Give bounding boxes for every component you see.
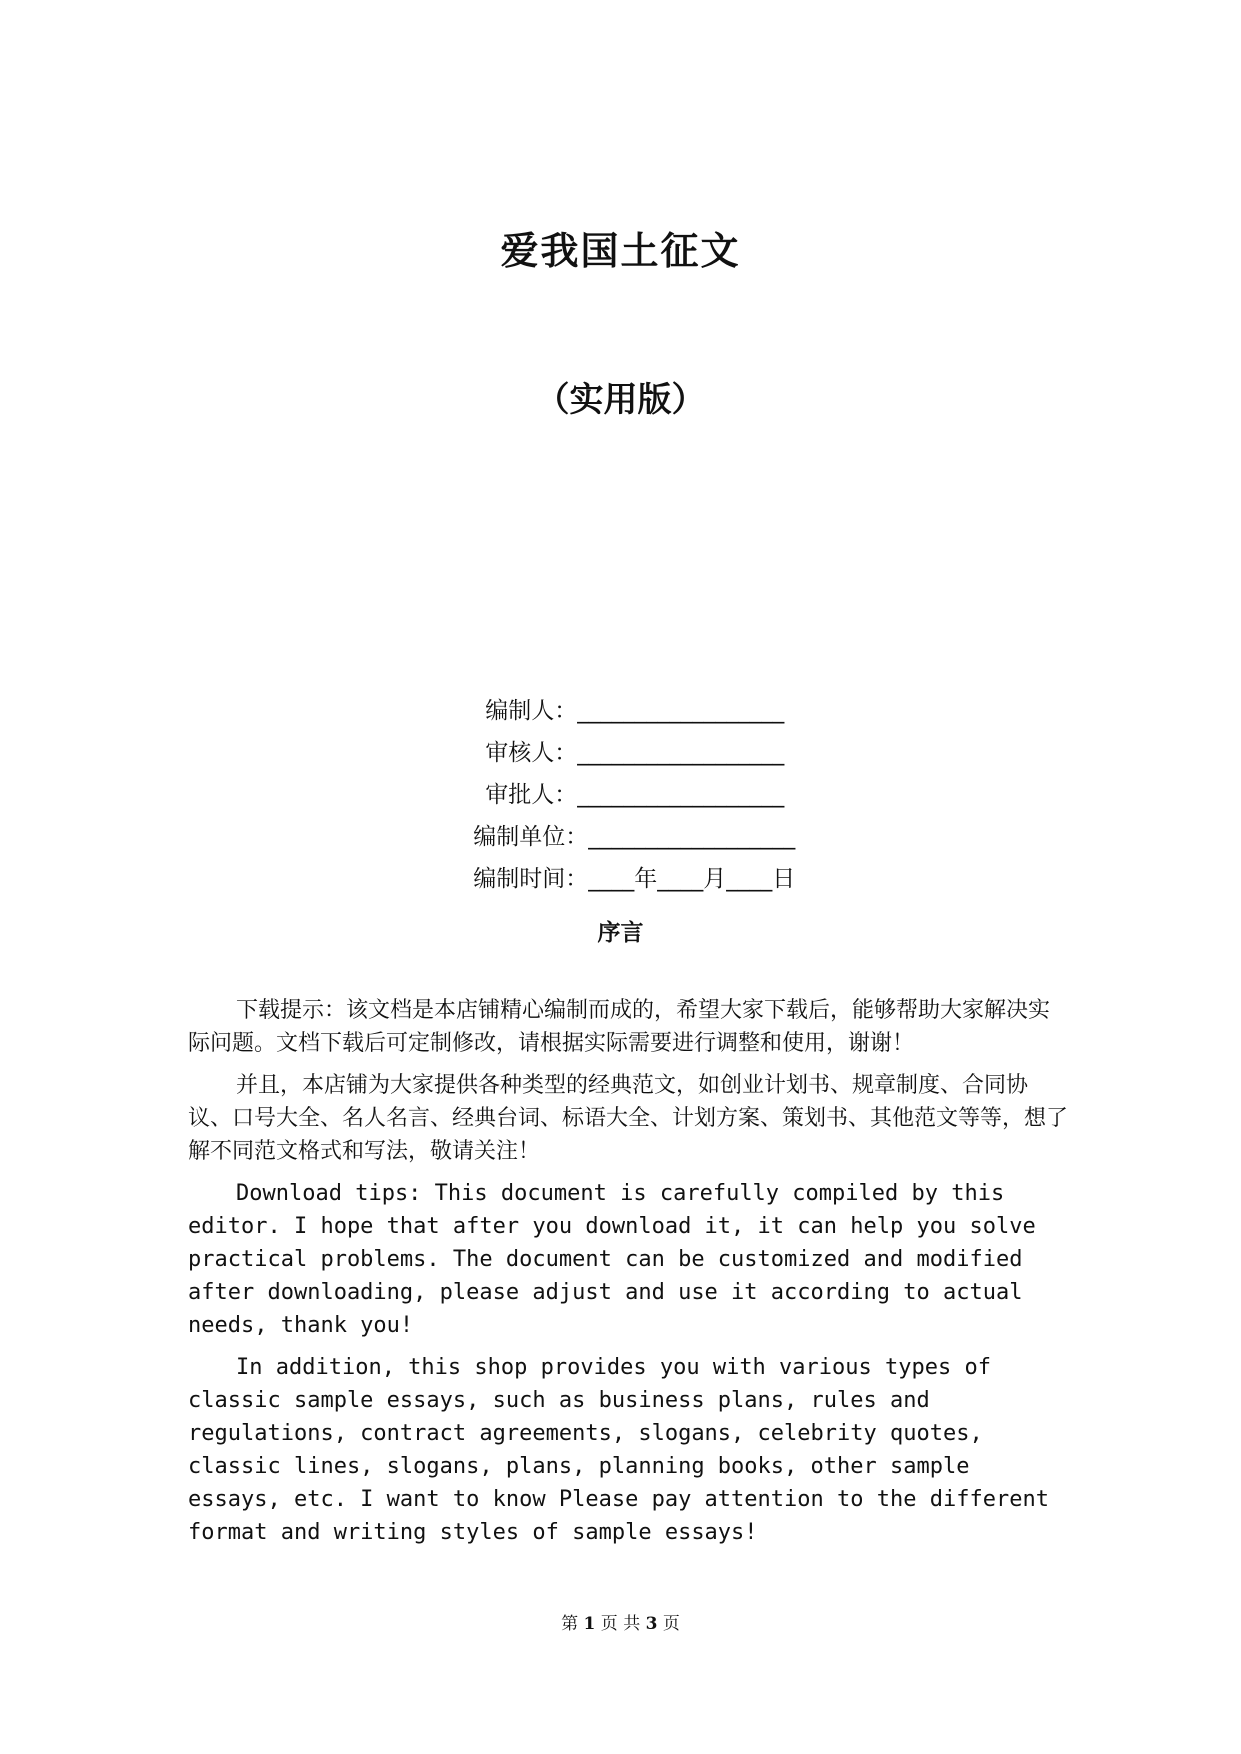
document-title: 爱我国土征文 xyxy=(500,228,741,273)
field-blank: __________________ xyxy=(577,782,785,808)
footer-page-number: 1 xyxy=(583,1614,596,1634)
field-blank: __________________ xyxy=(577,698,785,724)
paragraph-en-1: Download tips: This document is carefully compiled by this editor. I hope that after you download it, it can help you solve practical problems. The document can be customized and modified after downloading, please adjust and use it according to actual needs, thank you! xyxy=(188,1181,1036,1338)
page-footer xyxy=(0,1609,1241,1634)
field-unit xyxy=(444,786,796,850)
preface-body xyxy=(188,994,1068,1558)
field-reviewer xyxy=(456,702,785,766)
paragraph-cn-1: 下载提示：该文档是本店铺精心编制而成的，希望大家下载后，能够帮助大家解决实际问题。文档下载后可定制修改，请根据实际需要进行调整和使用，谢谢！ xyxy=(188,998,1051,1056)
footer-suffix: 页 xyxy=(662,1614,680,1634)
field-label: 编制时间： xyxy=(473,866,589,892)
paragraph-cn-2: 并且，本店铺为大家提供各种类型的经典范文，如创业计划书、规章制度、合同协议、口号大全、名人名言、经典台词、标语大全、计划方案、策划书、其他范文等等，想了解不同范文格式和写法，敬请关注！ xyxy=(188,1073,1069,1164)
paragraph-en-2: In addition, this shop provides you with various types of classic sample essays, such as business plans, rules and regulations, contract agreements, slogans, celebrity quotes, classic lines, slogans, plans, planning books, other sample essays, etc. I want to know Please pay attention to the different format and writing styles of sample essays! xyxy=(188,1355,1049,1545)
preface-heading: 序言 xyxy=(597,920,644,946)
footer-prefix: 第 xyxy=(561,1614,579,1634)
field-date xyxy=(444,828,796,892)
field-blank: __________________ xyxy=(588,824,796,850)
field-compiler xyxy=(456,660,785,724)
field-blank: __________________ xyxy=(577,740,785,766)
footer-total-pages: 3 xyxy=(645,1614,658,1634)
footer-middle: 页 共 xyxy=(600,1614,641,1634)
field-label: 编制单位： xyxy=(473,824,589,850)
field-label: 编制人： xyxy=(485,698,578,724)
field-approver xyxy=(456,744,785,808)
document-subtitle: （实用版） xyxy=(535,380,706,420)
field-label: 审核人： xyxy=(485,740,578,766)
field-blank: ____年____月____日 xyxy=(588,866,796,892)
field-label: 审批人： xyxy=(485,782,578,808)
